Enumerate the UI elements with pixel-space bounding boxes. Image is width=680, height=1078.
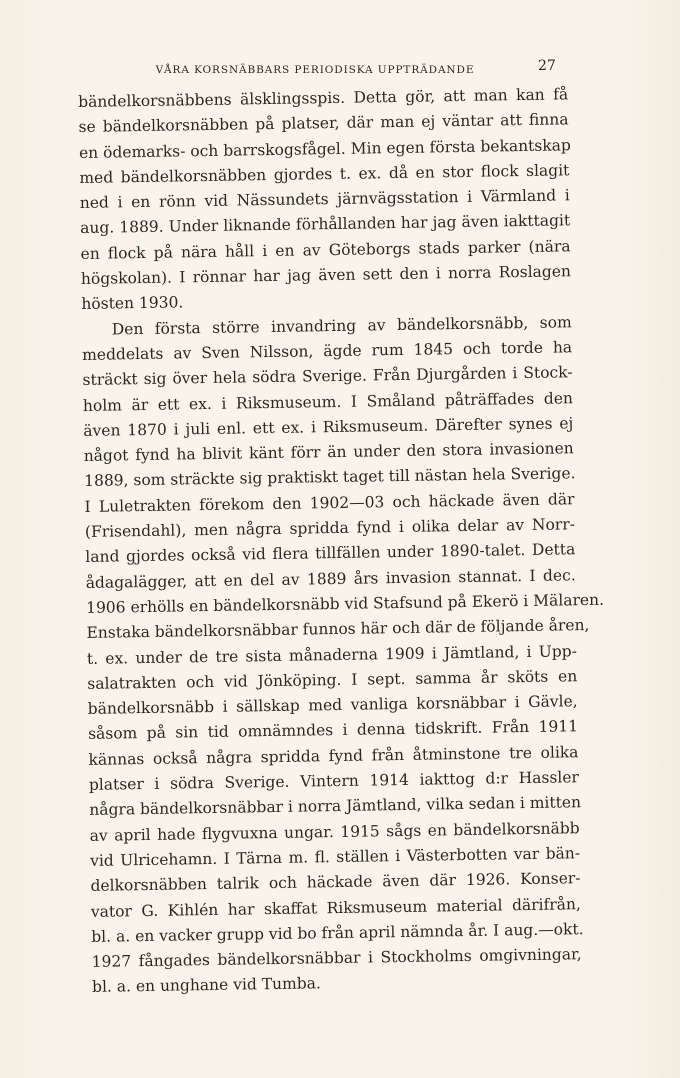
text-line: I Luletrakten förekom den 1902—03 och häckade även där bbox=[84, 490, 575, 516]
text-line: kännas också några spridda fynd från åtminstone tre olika bbox=[88, 742, 579, 769]
text-line: aug. 1889. Under liknande förhållanden har jag även iakttagit bbox=[80, 211, 571, 238]
text-line: delkorsnäbben talrik och häckade även där 1926. Konser- bbox=[90, 869, 581, 896]
text-line: platser i södra Sverige. Vintern 1914 iakttog d:r Hassler bbox=[88, 768, 579, 794]
page-number: 27 bbox=[538, 58, 556, 74]
body-text bbox=[78, 82, 605, 1000]
text-line: bl. a. en vacker grupp vid bo från april nämnda år. I aug.—okt. bbox=[91, 919, 584, 946]
text-line: bändelkorsnäbb i sällskap med vanliga korsnäbbar i Gävle, bbox=[87, 692, 578, 719]
text-line: en ödemarks- och barrskogsfågel. Min egen första bekantskap bbox=[78, 135, 571, 162]
text-line: något fynd ha blivit känt förr än under den stora invasionen bbox=[83, 439, 574, 466]
text-line: holm är ett ex. i Riksmuseum. I Småland påträffades den bbox=[82, 388, 574, 415]
text-line: ådagalägger, att en del av 1889 års invasion stannat. I dec. bbox=[85, 565, 576, 592]
text-line: även 1870 i juli enl. ett ex. i Riksmuseum. Därefter synes ej bbox=[83, 414, 574, 440]
text-line: några bändelkorsnäbbar i norra Jämtland, vilka sedan i mitten bbox=[89, 793, 582, 820]
running-header: VÅRA KORSNÄBBARS PERIODISKA UPPTRÄDANDE bbox=[155, 64, 475, 76]
text-line: hösten 1930. bbox=[81, 293, 184, 314]
text-line: med bändelkorsnäbben gjordes t. ex. då en stor flock slagit bbox=[79, 161, 570, 187]
text-line: en flock på nära håll i en av Göteborgs stads parker (nära bbox=[80, 237, 571, 263]
text-line: vid Ulricehamn. I Tärna m. fl. ställen i Västerbotten var bän- bbox=[89, 844, 581, 870]
text-line: t. ex. under de tre sista månaderna 1909 i Jämtland, i Upp- bbox=[86, 641, 578, 668]
text-line: land gjordes också vid flera tillfällen under 1890-talet. Detta bbox=[85, 540, 576, 567]
text-line: vator G. Kihlén har skaffat Riksmuseum material därifrån, bbox=[90, 894, 581, 921]
text-line: sträckt sig över hela södra Sverige. Från Djurgården i Stock- bbox=[82, 363, 573, 390]
text-line: 1889, som sträckte sig praktiskt taget till nästan hela Sverige. bbox=[84, 464, 576, 491]
text-line: av april hade flygvuxna ungar. 1915 sågs en bändelkorsnäbb bbox=[89, 818, 580, 845]
text-line: (Frisendahl), men några spridda fynd i olika delar av Norr- bbox=[84, 515, 576, 541]
text-line: 1927 fångades bändelkorsnäbbar i Stockholms omgivningar, bbox=[91, 945, 582, 971]
text-line: 1906 erhölls en bändelkorsnäbb vid Stafsund på Ekerö i Mälaren. bbox=[85, 590, 605, 617]
text-line: högskolan). I rönnar har jag även sett den i norra Roslagen bbox=[80, 262, 572, 289]
text-line: ned i en rönn vid Nässundets järnvägsstation i Värmland i bbox=[79, 186, 570, 213]
text-line: bändelkorsnäbbens älsklingsspis. Detta gör, att man kan få bbox=[78, 85, 569, 111]
text-line: meddelats av Sven Nilsson, ägde rum 1845 och torde ha bbox=[82, 338, 573, 364]
text-line: Enstaka bändelkorsnäbbar funnos här och där de följande åren, bbox=[86, 616, 590, 643]
text-line: salatrakten och vid Jönköping. I sept. samma år sköts en bbox=[87, 667, 578, 693]
text-line: bl. a. en unghane vid Tumba. bbox=[91, 974, 321, 997]
text-line: se bändelkorsnäbben på platser, där man ej väntar att finna bbox=[78, 110, 569, 137]
text-line: såsom på sin tid omnämndes i denna tidskrift. Från 1911 bbox=[87, 717, 579, 744]
paragraph-start-line: Den första större invandring av bändelkorsnäbb, som bbox=[111, 312, 572, 339]
